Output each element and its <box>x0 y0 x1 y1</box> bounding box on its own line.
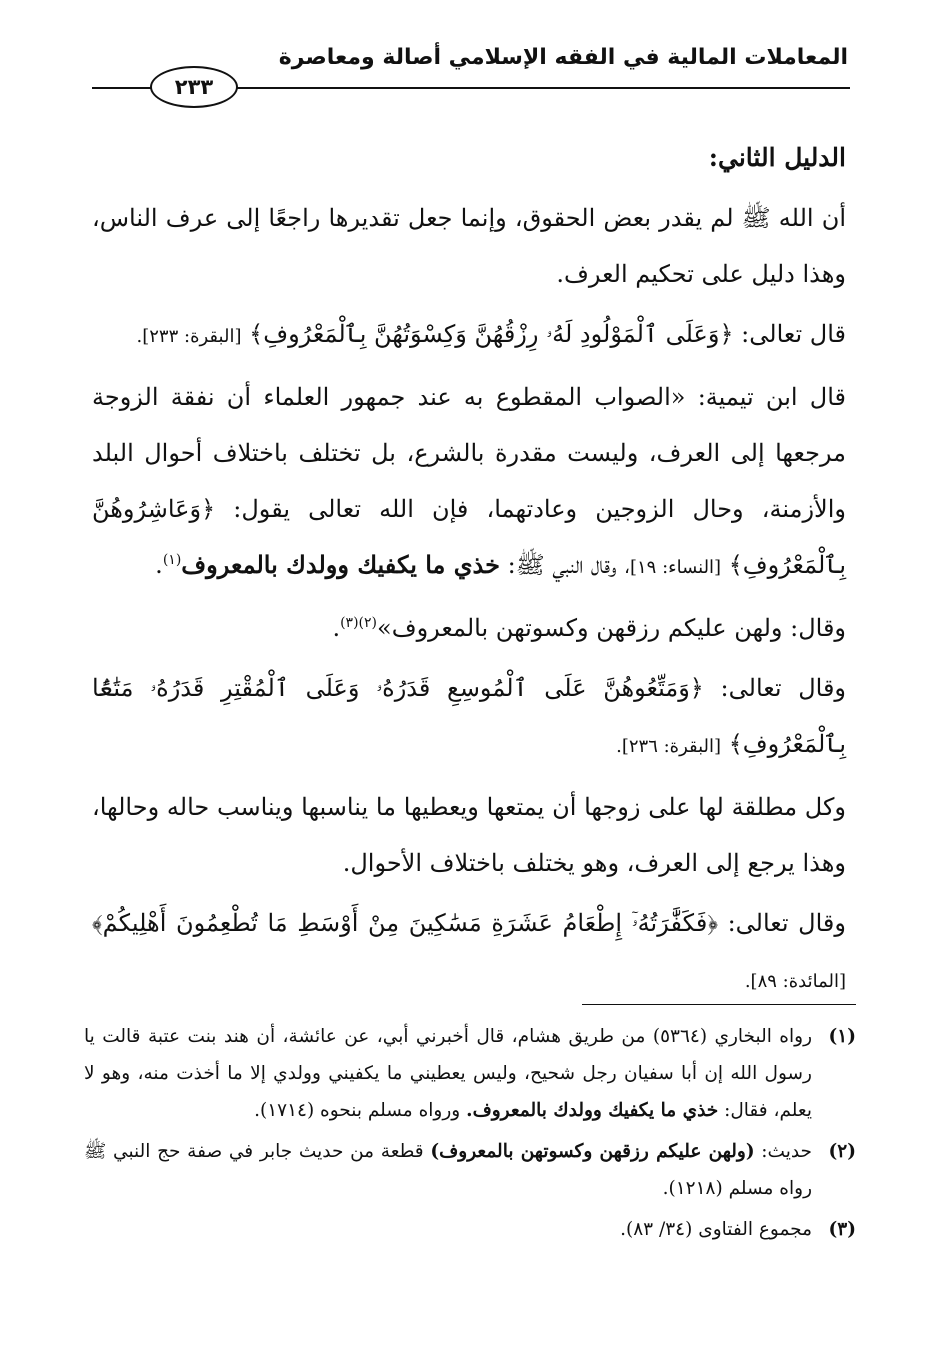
body-text <box>92 130 846 1014</box>
verse-reference-2: [النساء: ١٩]، <box>624 557 722 578</box>
footnote-2 <box>84 1133 856 1207</box>
paragraph-2-intro: قال تعالى: <box>741 320 846 348</box>
paragraph-4-text: وقال: ولهن عليكم رزقهن وكسوتهن بالمعروف» <box>377 614 846 642</box>
verse-reference-3: [البقرة: ٢٣٦]. <box>616 736 722 757</box>
footnote-number: (٢) <box>828 1141 856 1162</box>
footnote-number: (١) <box>828 1026 856 1047</box>
running-title: المعاملات المالية في الفقه الإسلامي أصالة ومعاصرة <box>278 45 848 70</box>
paragraph-5 <box>92 660 846 775</box>
footnote-bold: خذي ما يكفيك وولدك بالمعروف. <box>466 1100 719 1121</box>
paragraph-5-intro: وقال تعالى: <box>720 674 847 702</box>
paragraph-3-end: . <box>155 551 163 579</box>
paragraph-4 <box>92 600 846 656</box>
paragraph-1: أن الله ﷺ لم يقدر بعض الحقوق، وإنما جعل تقديرها راجعًا إلى عرف الناس، وهذا دليل على تحكيم العرف. <box>92 204 846 288</box>
footnote-text-a: مجموع الفتاوى (٣٤/ ٨٣). <box>620 1219 812 1240</box>
paragraph-6: وكل مطلقة لها على زوجها أن يمتعها ويعطيها ما يناسبها ويناسب حاله وحالها، وهذا يرجع إلى العرف، وهو يختلف باختلاف الأحوال. <box>92 793 846 877</box>
quran-verse-3: ﴿وَمَتِّعُوهُنَّ عَلَى ٱلْمُوسِعِ قَدَرُهُۥ وَعَلَى ٱلْمُقْتِرِ قَدَرُهُۥ مَتَٰعًۢا بِٱلْمَعْرُوفِ﴾ <box>92 674 846 758</box>
footnote-text-a: رواه البخاري (٥٣٦٤) من طريق هشام، قال أخبرني أبي، عن عائشة، أن هند بنت عتبة قالت يا رسول الله إن أبا سفيان رجل شحيح، وليس يعطيني ما يكفيني وولدي إلا ما أخذت منه، وهو لا يعلم، فقال: <box>84 1026 812 1121</box>
footnote-1 <box>84 1018 856 1129</box>
footnotes <box>84 1018 856 1252</box>
verse-reference-4: [المائدة: ٨٩]. <box>744 971 846 992</box>
footnote-text <box>84 1018 812 1129</box>
paragraph-2 <box>92 306 846 365</box>
paragraph-7 <box>92 895 846 1010</box>
paragraph-7-intro: وقال تعالى: <box>727 909 846 937</box>
verse-reference-1: [البقرة: ٢٣٣]. <box>136 326 242 347</box>
quran-verse-2: ﴿وَعَاشِرُوهُنَّ بِٱلْمَعْرُوفِ﴾ <box>92 495 846 579</box>
footnote-text-b: ورواه مسلم بنحوه (١٧١٤). <box>254 1100 461 1121</box>
quran-verse-1: ﴿وَعَلَى ٱلْمَوْلُودِ لَهُۥ رِزْقُهُنَّ وَكِسْوَتُهُنَّ بِٱلْمَعْرُوفِ﴾ <box>249 320 734 348</box>
paragraph-3-intro: قال ابن تيمية: «الصواب المقطوع به عند جمهور العلماء أن نفقة الزوجة مرجعها إلى العرف، وليست مقدرة بالشرع، بل تختلف باختلاف أحوال البلد والأزمنة، وحال الزوجين وعادتهما، فإن الله تعالى يقول: <box>92 383 846 523</box>
footnote-text-a: حديث: <box>761 1141 812 1162</box>
footnote-bold: (ولهن عليكم رزقهن وكسوتهن بالمعروف) <box>430 1141 755 1162</box>
paragraph-3 <box>92 369 846 596</box>
paragraph-3-mid: وقال النبي ﷺ: <box>507 551 617 579</box>
page-number: ٢٣٣ <box>150 66 238 108</box>
footnote-3 <box>84 1211 856 1248</box>
hadith-quote: خذي ما يكفيك وولدك بالمعروف <box>181 550 500 579</box>
quran-verse-4: ﴿فَكَفَّٰرَتُهُۥٓ إِطْعَامُ عَشَرَةِ مَسَٰكِينَ مِنْ أَوْسَطِ مَا تُطْعِمُونَ أَهْلِيكُمْ﴾ <box>92 909 718 937</box>
footnote-number: (٣) <box>828 1219 856 1240</box>
footnote-text <box>84 1133 812 1207</box>
paragraph-4-end: . <box>332 614 341 642</box>
footnote-marker-2-3: (٢)(٣) <box>340 615 378 631</box>
section-heading: الدليل الثاني: <box>708 143 846 172</box>
footnote-marker-1: (١) <box>162 552 182 568</box>
footnote-text <box>84 1211 812 1248</box>
footnote-separator <box>582 1004 856 1005</box>
footnote-text-b: قطعة من حديث جابر في صفة حج النبي ﷺ رواه مسلم (١٢١٨). <box>84 1141 812 1199</box>
